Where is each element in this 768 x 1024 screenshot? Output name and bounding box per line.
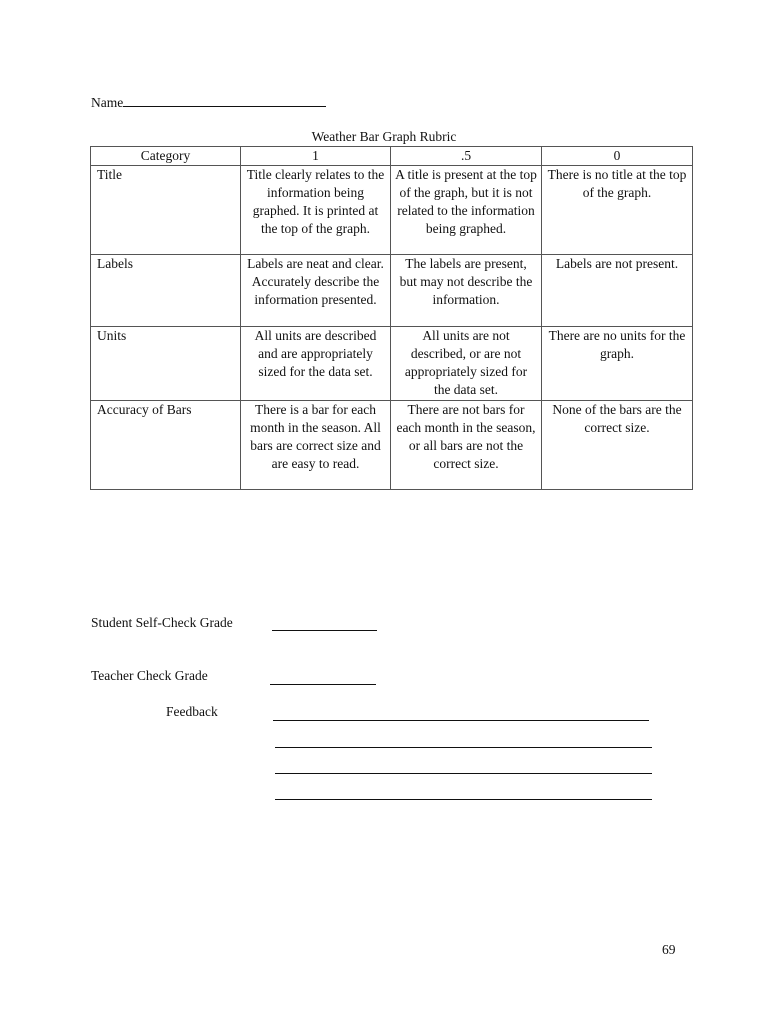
row-score-half: All units are not described, or are not appropriately sized for the data set. <box>391 327 542 401</box>
feedback-line-2[interactable] <box>275 746 652 748</box>
table-row <box>91 255 693 327</box>
feedback-label: Feedback <box>166 704 218 719</box>
teacher-check-label: Teacher Check Grade <box>91 668 208 683</box>
column-header-category: Category <box>91 147 241 166</box>
feedback-line-3[interactable] <box>275 772 652 774</box>
name-field <box>91 94 326 111</box>
row-score-1: There is a bar for each month in the season. All bars are correct size and are easy to read. <box>241 401 391 490</box>
row-category: Title <box>91 166 241 255</box>
table-row <box>91 327 693 401</box>
rubric-header-row <box>91 147 693 166</box>
row-category: Accuracy of Bars <box>91 401 241 490</box>
row-score-half: The labels are present, but may not describe the information. <box>391 255 542 327</box>
name-blank-line[interactable] <box>123 94 326 107</box>
row-score-1: Title clearly relates to the information being graphed. It is printed at the top of the graph. <box>241 166 391 255</box>
teacher-grade-blank[interactable] <box>270 683 376 685</box>
table-row <box>91 401 693 490</box>
row-score-1: Labels are neat and clear. Accurately describe the information presented. <box>241 255 391 327</box>
row-score-0: None of the bars are the correct size. <box>542 401 693 490</box>
student-self-check-label: Student Self-Check Grade <box>91 615 233 630</box>
row-category: Labels <box>91 255 241 327</box>
feedback-line-4[interactable] <box>275 798 652 800</box>
row-score-1: All units are described and are appropriately sized for the data set. <box>241 327 391 401</box>
column-header-score-0: 0 <box>542 147 693 166</box>
row-score-half: There are not bars for each month in the season, or all bars are not the correct size. <box>391 401 542 490</box>
rubric-table <box>90 146 693 490</box>
rubric-title: Weather Bar Graph Rubric <box>311 129 457 144</box>
column-header-score-1: 1 <box>241 147 391 166</box>
feedback-line-1[interactable] <box>273 719 649 721</box>
name-label: Name <box>91 95 124 110</box>
row-score-half: A title is present at the top of the graph, but it is not related to the information being graphed. <box>391 166 542 255</box>
student-grade-blank[interactable] <box>272 629 377 631</box>
row-score-0: There are no units for the graph. <box>542 327 693 401</box>
table-row <box>91 166 693 255</box>
row-score-0: There is no title at the top of the graph. <box>542 166 693 255</box>
page-number: 69 <box>662 942 676 957</box>
column-header-score-half: .5 <box>391 147 542 166</box>
row-category: Units <box>91 327 241 401</box>
row-score-0: Labels are not present. <box>542 255 693 327</box>
